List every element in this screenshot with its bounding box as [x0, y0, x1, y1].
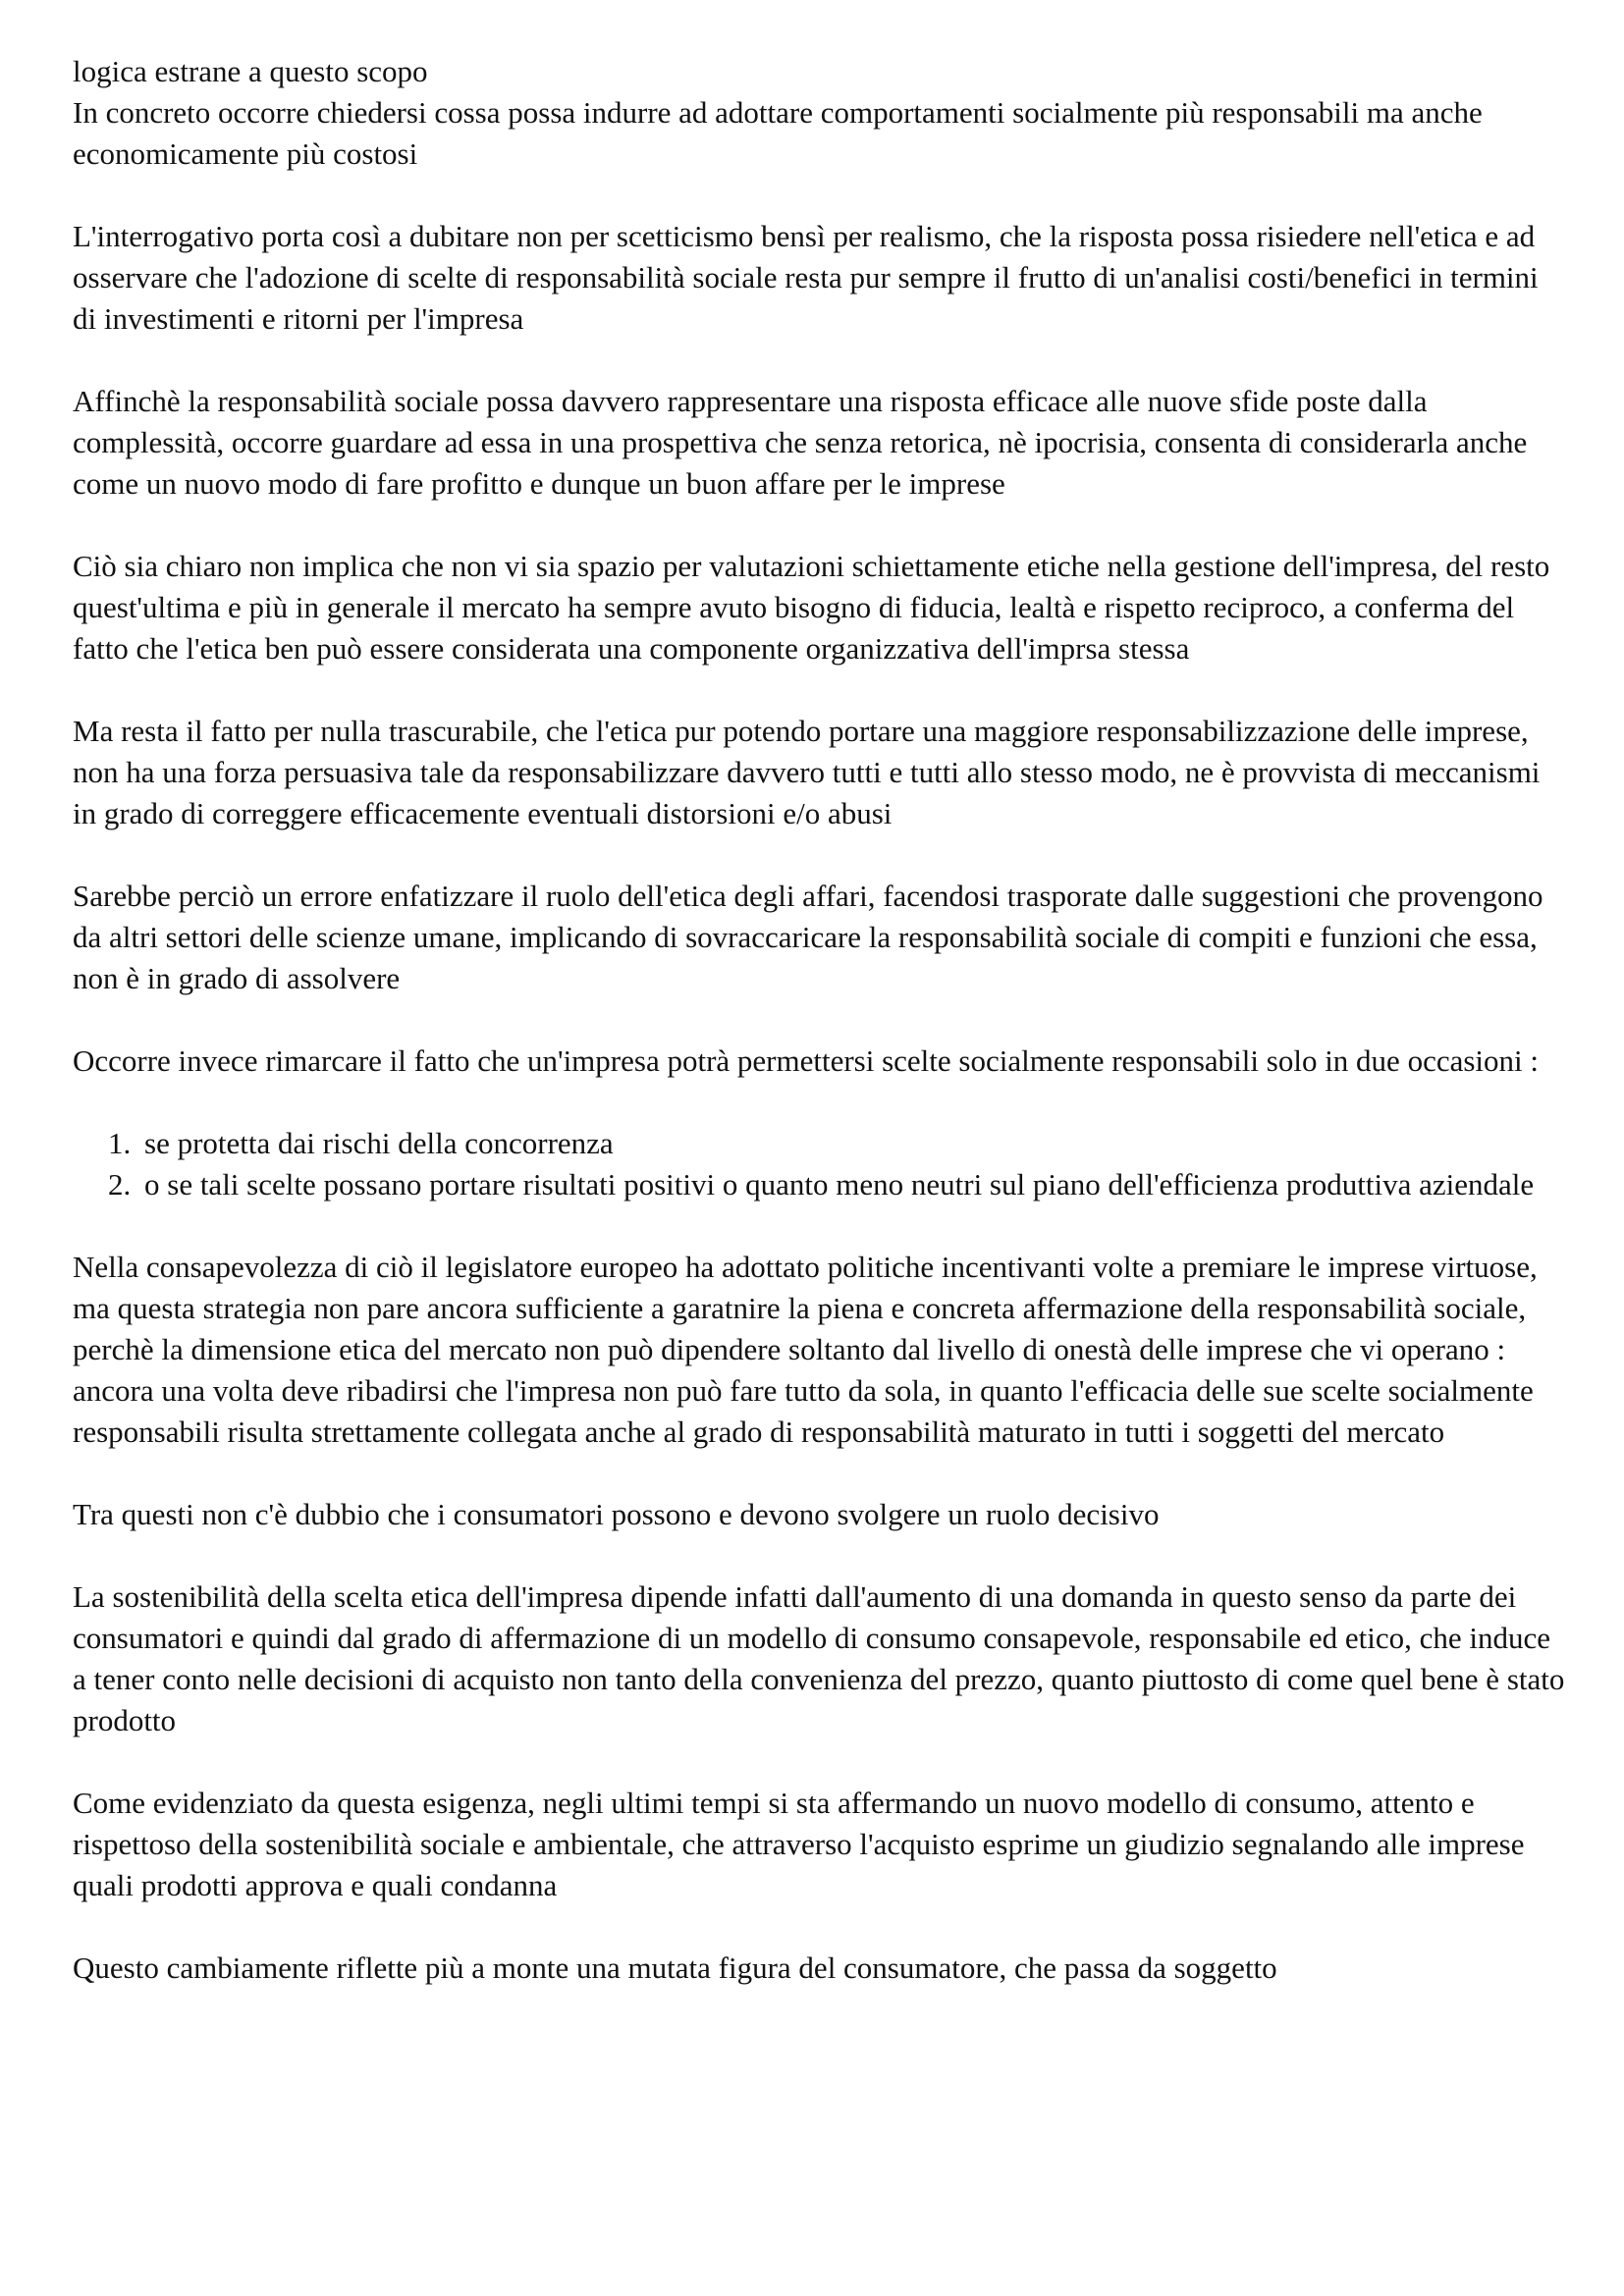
paragraph: Affinchè la responsabilità sociale possa davvero rappresentare una risposta efficace alle nuove sfide poste dalla complessità, occorre guardare ad essa in una prospettiva che senza retorica, nè ipocrisia, consenta di considerarla anche come un nuovo modo di fare profitto e dunque un buon affare per le imprese: [73, 384, 1528, 501]
paragraph: Questo cambiamente riflette più a monte una mutata figura del consumatore, che passa da soggetto: [73, 1950, 1277, 1985]
paragraph: L'interrogativo porta così a dubitare non per scetticismo bensì per realismo, che la risposta possa risiedere nell'etica e ad osservare che l'adozione di scelte di responsabilità sociale resta pur sempre il frutto di un'analisi costi/benefici in termini di investimenti e ritorni per l'impresa: [73, 219, 1539, 336]
paragraph: In concreto occorre chiedersi cossa possa indurre ad adottare comportamenti socialmente più responsabili ma anche economicamente più costosi: [73, 95, 1483, 171]
paragraph: Ma resta il fatto per nulla trascurabile, che l'etica pur potendo portare una maggiore responsabilizzazione delle imprese, non ha una forza persuasiva tale da responsabilizzare davvero tutti e tutti allo stesso modo, ne è provvista di meccanismi in grado di correggere efficacemente eventuali distorsioni e/o abusi: [73, 714, 1541, 830]
list-item: 2. o se tali scelte possano portare risultati positivi o quanto meno neutri sul piano dell'efficienza produttiva aziendale: [138, 1164, 1565, 1205]
paragraph: Occorre invece rimarcare il fatto che un'impresa potrà permettersi scelte socialmente responsabili solo in due occasioni :: [73, 1043, 1539, 1078]
paragraph: Tra questi non c'è dubbio che i consumatori possono e devono svolgere un ruolo decisivo: [73, 1497, 1160, 1531]
numbered-list: [73, 1123, 1565, 1205]
document-body: [73, 51, 1565, 1989]
list-item: 1. se protetta dai rischi della concorrenza: [138, 1123, 1565, 1164]
continuation-line: logica estrane a questo scopo: [73, 54, 428, 88]
paragraph: Come evidenziato da questa esigenza, negli ultimi tempi si sta affermando un nuovo modello di consumo, attento e rispettoso della sostenibilità sociale e ambientale, che attraverso l'acquisto esprime un giudizio segnalando alle imprese quali prodotti approva e quali condanna: [73, 1786, 1525, 1902]
paragraph: La sostenibilità della scelta etica dell'impresa dipende infatti dall'aumento di una domanda in questo senso da parte dei consumatori e quindi dal grado di affermazione di un modello di consumo consapevole, responsabile ed etico, che induce a tener conto nelle decisioni di acquisto non tanto della convenienza del prezzo, quanto piuttosto di come quel bene è stato prodotto: [73, 1579, 1565, 1737]
paragraph: Nella consapevolezza di ciò il legislatore europeo ha adottato politiche incentivanti volte a premiare le imprese virtuose, ma questa strategia non pare ancora sufficiente a garatnire la piena e concreta affermazione della responsabilità sociale, perchè la dimensione etica del mercato non può dipendere soltanto dal livello di onestà delle imprese che vi operano : ancora una volta deve ribadirsi che l'impresa non può fare tutto da sola, in quanto l'efficacia delle sue scelte socialmente responsabili risulta strettamente collegata anche al grado di responsabilità maturato in tutti i soggetti del mercato: [73, 1250, 1538, 1449]
paragraph: Ciò sia chiaro non implica che non vi sia spazio per valutazioni schiettamente etiche nella gestione dell'impresa, del resto quest'ultima e più in generale il mercato ha sempre avuto bisogno di fiducia, lealtà e rispetto reciproco, a conferma del fatto che l'etica ben può essere considerata una componente organizzativa dell'imprsa stessa: [73, 549, 1550, 666]
paragraph: Sarebbe perciò un errore enfatizzare il ruolo dell'etica degli affari, facendosi trasporate dalle suggestioni che provengono da altri settori delle scienze umane, implicando di sovraccaricare la responsabilità sociale di compiti e funzioni che essa, non è in grado di assolvere: [73, 879, 1543, 995]
